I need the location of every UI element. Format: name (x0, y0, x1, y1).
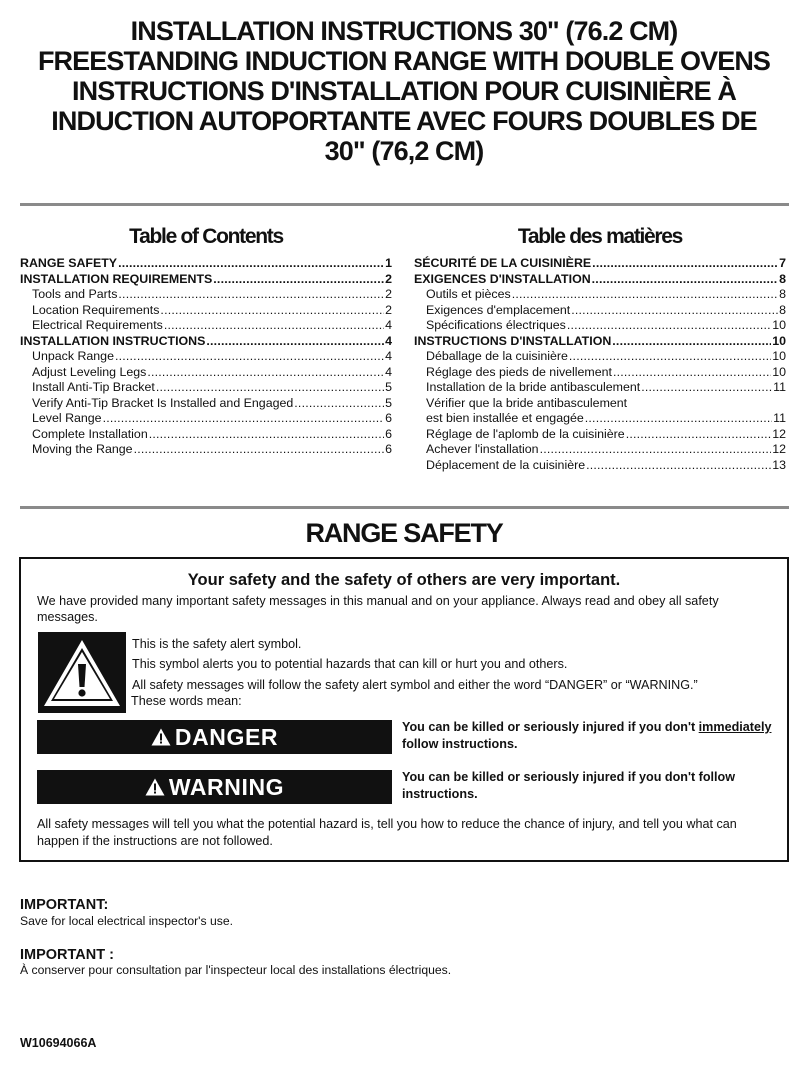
section-divider-middle (20, 506, 789, 509)
toc-entry-page: 6 (385, 442, 392, 456)
dot-leader (103, 411, 385, 427)
danger-alert-icon (151, 728, 171, 746)
toc-entry-label: Level Range (32, 411, 102, 425)
title-line-en-2: FREESTANDING INDUCTION RANGE WITH DOUBLE OVENS (37, 46, 771, 76)
important-title-fr: IMPORTANT : (20, 947, 114, 963)
toc-entry-label: Install Anti-Tip Bracket (32, 380, 155, 394)
toc-entry-page: 12 (772, 442, 786, 456)
toc-entry[interactable] (414, 303, 786, 319)
safety-box-heading: Your safety and the safety of others are very important. (187, 571, 621, 589)
toc-entry[interactable] (414, 349, 786, 365)
dot-leader (149, 427, 384, 443)
title-line-fr-1: INSTRUCTIONS D'INSTALLATION POUR CUISINIÈRE À (72, 76, 736, 106)
dot-leader (118, 256, 384, 272)
toc-entry-label: INSTALLATION REQUIREMENTS (20, 271, 213, 286)
safety-message-box (19, 557, 789, 862)
alert-symbol-description: This is the safety alert symbol. (132, 637, 302, 651)
toc-entry[interactable] (414, 365, 786, 381)
dot-leader (612, 334, 771, 350)
toc-entry-label: Réglage des pieds de nivellement (426, 364, 612, 379)
dot-leader (613, 365, 771, 381)
toc-entry-label: Unpack Range (32, 349, 114, 363)
important-text-en: Save for local electrical inspector's use. (20, 914, 233, 928)
toc-entry-first-line[interactable]: Vérifier que la bride antibasculement (426, 395, 628, 410)
dot-leader (592, 272, 778, 288)
toc-entry[interactable] (414, 272, 786, 288)
dot-leader (586, 458, 771, 474)
toc-entry-page: 10 (772, 349, 786, 363)
toc-entry[interactable] (20, 334, 392, 350)
danger-desc-start: You can be killed or seriously injured if you don't (402, 720, 699, 734)
toc-entry[interactable] (414, 380, 786, 396)
dot-leader (213, 272, 384, 288)
alert-symbol-purpose: This symbol alerts you to potential hazards that can kill or hurt you and others. (132, 657, 568, 671)
toc-entry-page: 8 (779, 287, 786, 301)
toc-entry-page: 8 (779, 271, 786, 286)
toc-entry-label: Complete Installation (32, 426, 148, 441)
toc-entry-page: 13 (772, 457, 786, 472)
danger-signal-bar (37, 720, 392, 754)
toc-entry[interactable] (20, 349, 392, 365)
dot-leader (294, 396, 384, 412)
toc-entry-label: SÉCURITÉ DE LA CUISINIÈRE (414, 256, 592, 270)
title-line-fr-3: 30" (76,2 CM) (324, 136, 484, 166)
dot-leader (147, 365, 384, 381)
toc-entry-label: INSTALLATION INSTRUCTIONS (20, 333, 206, 348)
toc-entry[interactable] (20, 380, 392, 396)
document-title (0, 16, 808, 166)
toc-entry-page: 6 (385, 411, 392, 425)
toc-entry-page: 7 (779, 256, 786, 270)
title-line-fr-2: INDUCTION AUTOPORTANTE AVEC FOURS DOUBLES DE (51, 106, 757, 136)
alert-words-mean-text: These words mean: (131, 694, 242, 708)
toc-entry[interactable] (414, 411, 786, 427)
dot-leader (569, 349, 771, 365)
dot-leader (567, 318, 771, 334)
toc-entry-label: Exigences d'emplacement (426, 302, 571, 317)
toc-entry[interactable] (20, 318, 392, 334)
toc-entry[interactable] (414, 458, 786, 474)
toc-heading-en: Table of Contents (129, 225, 283, 248)
toc-entry-label: Adjust Leveling Legs (32, 364, 147, 379)
table-of-contents-fr (414, 224, 786, 473)
toc-entry-page: 4 (385, 333, 392, 348)
danger-description (402, 719, 782, 753)
toc-entry[interactable] (20, 411, 392, 427)
toc-entry-page: 10 (772, 364, 786, 379)
section-divider-top (20, 203, 789, 206)
toc-entry-page: 5 (385, 395, 392, 410)
warning-alert-icon (145, 778, 165, 796)
toc-entry-page: 11 (773, 380, 786, 394)
toc-entry[interactable] (414, 427, 786, 443)
toc-entry-label: est bien installée et engagée (426, 411, 584, 425)
safety-intro-text: We have provided many important safety messages in this manual and on your appliance. Always read and obey all safety messages. (37, 594, 719, 624)
warning-label: WARNING (168, 773, 285, 800)
toc-entry[interactable] (20, 442, 392, 458)
toc-entry-label: INSTRUCTIONS D'INSTALLATION (414, 333, 612, 348)
dot-leader (592, 256, 778, 272)
toc-entry-page: 4 (385, 364, 392, 379)
toc-entry[interactable] (20, 256, 392, 272)
dot-leader (156, 380, 384, 396)
toc-entry[interactable] (414, 256, 786, 272)
toc-entry-label: Installation de la bride antibasculement (426, 380, 641, 394)
toc-entry[interactable] (414, 334, 786, 350)
dot-leader (160, 303, 384, 319)
toc-entry-label: RANGE SAFETY (20, 256, 118, 270)
danger-desc-end: follow instructions. (402, 737, 518, 751)
toc-entry[interactable] (20, 396, 392, 412)
alert-signal-words-text: All safety messages will follow the safety alert symbol and either the word “DANGER” or “WARNING.” (132, 678, 698, 692)
safety-alert-icon (38, 632, 126, 713)
toc-entry-page: 2 (385, 287, 392, 301)
table-of-contents-en (20, 224, 392, 458)
toc-entry-page: 2 (385, 271, 392, 286)
dot-leader (626, 427, 772, 443)
toc-entry-page: 5 (385, 380, 392, 394)
toc-entry-label: EXIGENCES D'INSTALLATION (414, 271, 591, 286)
dot-leader (164, 318, 384, 334)
important-text-fr: À conserver pour consultation par l'inspecteur local des installations électriques. (20, 963, 452, 977)
toc-entry-page: 1 (385, 256, 392, 270)
dot-leader (512, 287, 778, 303)
toc-entry[interactable] (414, 318, 786, 334)
toc-entry-label: Location Requirements (32, 302, 160, 317)
toc-entry-label: Déplacement de la cuisinière (426, 457, 586, 472)
dot-leader (571, 303, 778, 319)
important-title-en: IMPORTANT: (20, 897, 109, 913)
dot-leader (206, 334, 384, 350)
title-line-en-1: INSTALLATION INSTRUCTIONS 30" (76.2 CM) (130, 16, 678, 46)
toc-entry[interactable] (20, 427, 392, 443)
toc-entry-label: Moving the Range (32, 442, 133, 456)
toc-entry[interactable] (20, 303, 392, 319)
dot-leader (134, 442, 385, 458)
toc-entry-label: Réglage de l'aplomb de la cuisinière (426, 426, 625, 441)
toc-entry-label: Déballage de la cuisinière (426, 349, 568, 363)
toc-entry-page: 10 (772, 318, 786, 332)
toc-entry[interactable] (20, 287, 392, 303)
range-safety-heading: RANGE SAFETY (305, 518, 503, 548)
toc-entry-page: 10 (772, 333, 786, 348)
dot-leader (585, 411, 772, 427)
warning-signal-bar (37, 770, 392, 804)
toc-entry[interactable] (414, 442, 786, 458)
danger-label: DANGER (174, 723, 279, 750)
dot-leader (641, 380, 772, 396)
document-number: W10694066A (20, 1036, 97, 1050)
safety-box-footer: All safety messages will tell you what the potential hazard is, tell you how to reduce the chance of injury, and tell you what can happen if the instructions are not followed. (37, 817, 737, 848)
toc-entry-page: 8 (779, 302, 786, 317)
warning-description: You can be killed or seriously injured if you don't follow instructions. (402, 770, 736, 801)
toc-entry[interactable] (20, 272, 392, 288)
toc-entry-page: 6 (385, 426, 392, 441)
toc-entry-page: 2 (385, 302, 392, 317)
toc-entry[interactable] (20, 365, 392, 381)
toc-entry-label: Achever l'installation (426, 442, 539, 456)
toc-entry-label: Tools and Parts (32, 287, 118, 301)
toc-entry[interactable] (414, 287, 786, 303)
toc-entry-page: 4 (385, 349, 392, 363)
toc-entry-label: Spécifications électriques (426, 318, 566, 332)
dot-leader (115, 349, 384, 365)
danger-desc-emphasis: immediately (698, 720, 772, 734)
toc-heading-fr: Table des matières (517, 225, 683, 248)
toc-entry-label: Verify Anti-Tip Bracket Is Installed and Engaged (32, 395, 294, 410)
toc-entry-page: 11 (773, 411, 786, 425)
toc-entry-label: Outils et pièces (426, 287, 511, 301)
dot-leader (540, 442, 772, 458)
toc-entry-page: 12 (772, 426, 786, 441)
dot-leader (118, 287, 384, 303)
toc-entry-page: 4 (385, 318, 392, 332)
toc-entry-label: Electrical Requirements (32, 318, 163, 332)
